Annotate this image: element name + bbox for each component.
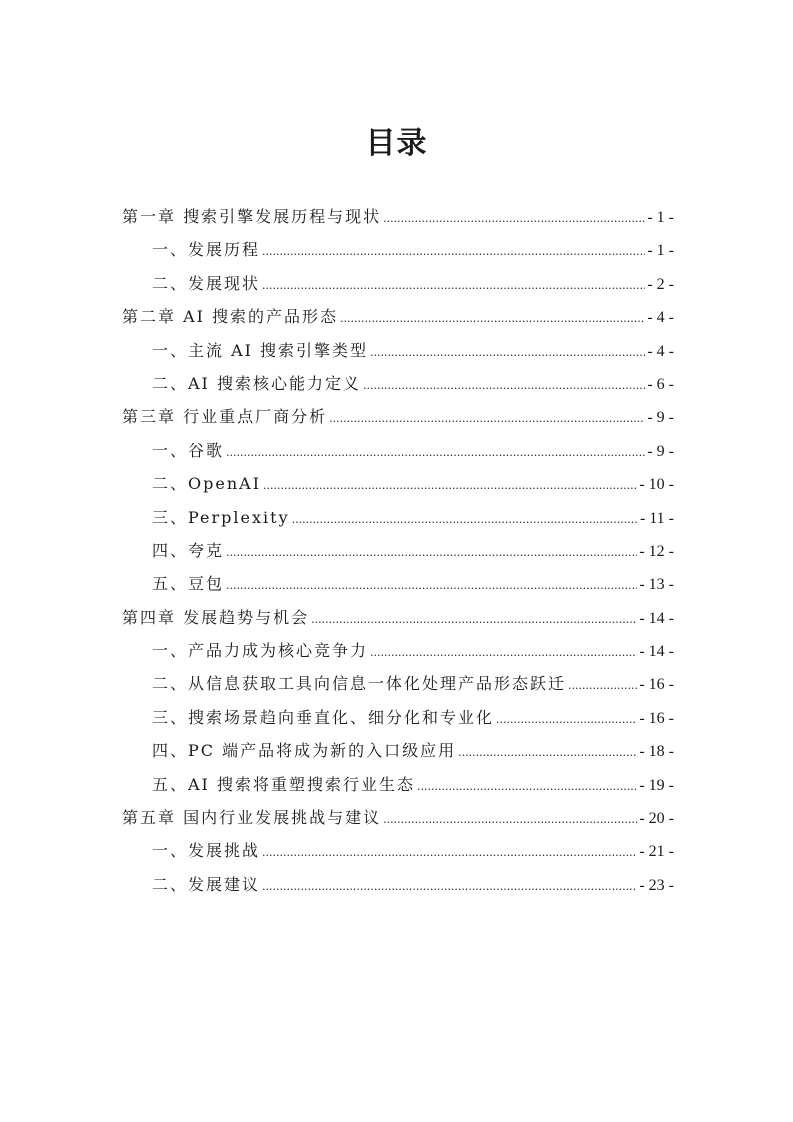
toc-dot-leader [262, 235, 645, 268]
toc-page-number: - 2 - [647, 275, 674, 293]
toc-entry-chapter-4[interactable] [122, 601, 674, 634]
toc-entry-section[interactable] [122, 534, 674, 567]
toc-entry-section[interactable] [122, 667, 674, 700]
toc-entry-title: 三、搜索场景趋向垂直化、细分化和专业化 [152, 707, 495, 727]
toc-dot-leader [262, 836, 637, 869]
toc-dot-leader [329, 402, 645, 435]
toc-entry-title: 一、发展历程 [152, 240, 261, 260]
toc-page-number: - 1 - [647, 242, 674, 260]
toc-entry-section[interactable] [122, 367, 674, 400]
toc-entry-title: 一、发展挑战 [152, 841, 261, 861]
toc-entry-title: 二、AI 搜索核心能力定义 [152, 373, 361, 393]
toc-entry-title: 第二章 AI 搜索的产品形态 [122, 307, 339, 327]
toc-entry-title: 一、谷歌 [152, 440, 225, 460]
toc-dot-leader [226, 536, 637, 569]
toc-page-number: - 16 - [639, 709, 674, 727]
toc-entry-section[interactable] [122, 467, 674, 500]
toc-dot-leader [226, 569, 637, 602]
toc-dot-leader [417, 770, 637, 803]
toc-entry-title: 五、豆包 [152, 574, 225, 594]
toc-entry-section[interactable] [122, 267, 674, 300]
toc-dot-leader [262, 870, 637, 903]
toc-entry-chapter-5[interactable] [122, 801, 674, 834]
toc-page-number: - 13 - [639, 576, 674, 594]
toc-entry-section[interactable] [122, 501, 674, 534]
toc-page-number: - 11 - [639, 509, 674, 527]
toc-page-number: - 23 - [639, 876, 674, 894]
toc-entry-title: 第一章 搜索引擎发展历程与现状 [122, 207, 382, 226]
page-title: 目录 [365, 126, 428, 161]
toc-entry-title: 一、产品力成为核心竞争力 [152, 641, 369, 661]
toc-page-number: - 4 - [647, 309, 674, 327]
toc-dot-leader [370, 636, 637, 669]
toc-dot-leader [496, 703, 637, 736]
toc-entry-section[interactable] [122, 233, 674, 266]
toc-entry-title: 二、OpenAI [152, 474, 262, 494]
toc-entry-section[interactable] [122, 634, 674, 667]
toc-entry-title: 第五章 国内行业发展挑战与建议 [122, 808, 382, 828]
toc-page-number: - 18 - [639, 743, 674, 761]
toc-entry-section[interactable] [122, 567, 674, 600]
toc-dot-leader [262, 269, 645, 302]
toc-entry-title: 五、AI 搜索将重塑搜索行业生态 [152, 774, 415, 794]
toc-dot-leader [568, 669, 637, 702]
toc-dot-leader [383, 803, 637, 836]
toc-entry-title: 第四章 发展趋势与机会 [122, 607, 310, 627]
toc-entry-section[interactable] [122, 868, 674, 901]
toc-entry-chapter-3[interactable] [122, 400, 674, 433]
toc-entry-title: 四、PC 端产品将成为新的入口级应用 [152, 741, 457, 761]
toc-entry-title: 二、发展建议 [152, 874, 261, 894]
toc-entry-title: 三、Perplexity [152, 507, 290, 527]
toc-page-number: - 14 - [639, 609, 674, 627]
toc-page-number: - 1 - [647, 209, 674, 226]
toc-dot-leader [226, 436, 645, 469]
toc-entry-section[interactable] [122, 768, 674, 801]
toc-page-number: - 14 - [639, 643, 674, 661]
toc-page-number: - 19 - [639, 776, 674, 794]
toc-dot-leader [263, 469, 637, 502]
toc-entry-section[interactable] [122, 834, 674, 867]
toc-page-number: - 12 - [639, 542, 674, 560]
toc-dot-leader [370, 336, 645, 369]
toc-page-number: - 21 - [639, 843, 674, 861]
toc-entry-title: 二、发展现状 [152, 273, 261, 293]
toc-entry-title: 第三章 行业重点厂商分析 [122, 407, 328, 427]
toc-dot-leader [458, 736, 637, 769]
toc-page-number: - 6 - [647, 375, 674, 393]
toc-entry-title: 一、主流 AI 搜索引擎类型 [152, 340, 369, 360]
toc-entry-section[interactable] [122, 734, 674, 767]
toc-entry-chapter-1[interactable] [122, 200, 674, 233]
toc-dot-leader [383, 202, 645, 235]
toc-page-number: - 4 - [647, 342, 674, 360]
toc-page-number: - 9 - [647, 409, 674, 427]
toc-dot-leader [292, 503, 638, 536]
toc-page-number: - 10 - [639, 476, 674, 494]
toc-page-number: - 16 - [639, 676, 674, 694]
toc-page-number: - 20 - [639, 810, 674, 828]
toc-dot-leader [340, 302, 645, 335]
toc-entry-chapter-2[interactable] [122, 300, 674, 333]
toc-entry-title: 二、从信息获取工具向信息一体化处理产品形态跃迁 [152, 674, 567, 694]
toc-entry-section[interactable] [122, 434, 674, 467]
toc-dot-leader [363, 369, 645, 402]
toc-dot-leader [311, 603, 637, 636]
toc-entry-section[interactable] [122, 701, 674, 734]
table-of-contents [122, 200, 674, 901]
toc-entry-section[interactable] [122, 334, 674, 367]
toc-page-number: - 9 - [647, 442, 674, 460]
toc-entry-title: 四、夸克 [152, 540, 225, 560]
